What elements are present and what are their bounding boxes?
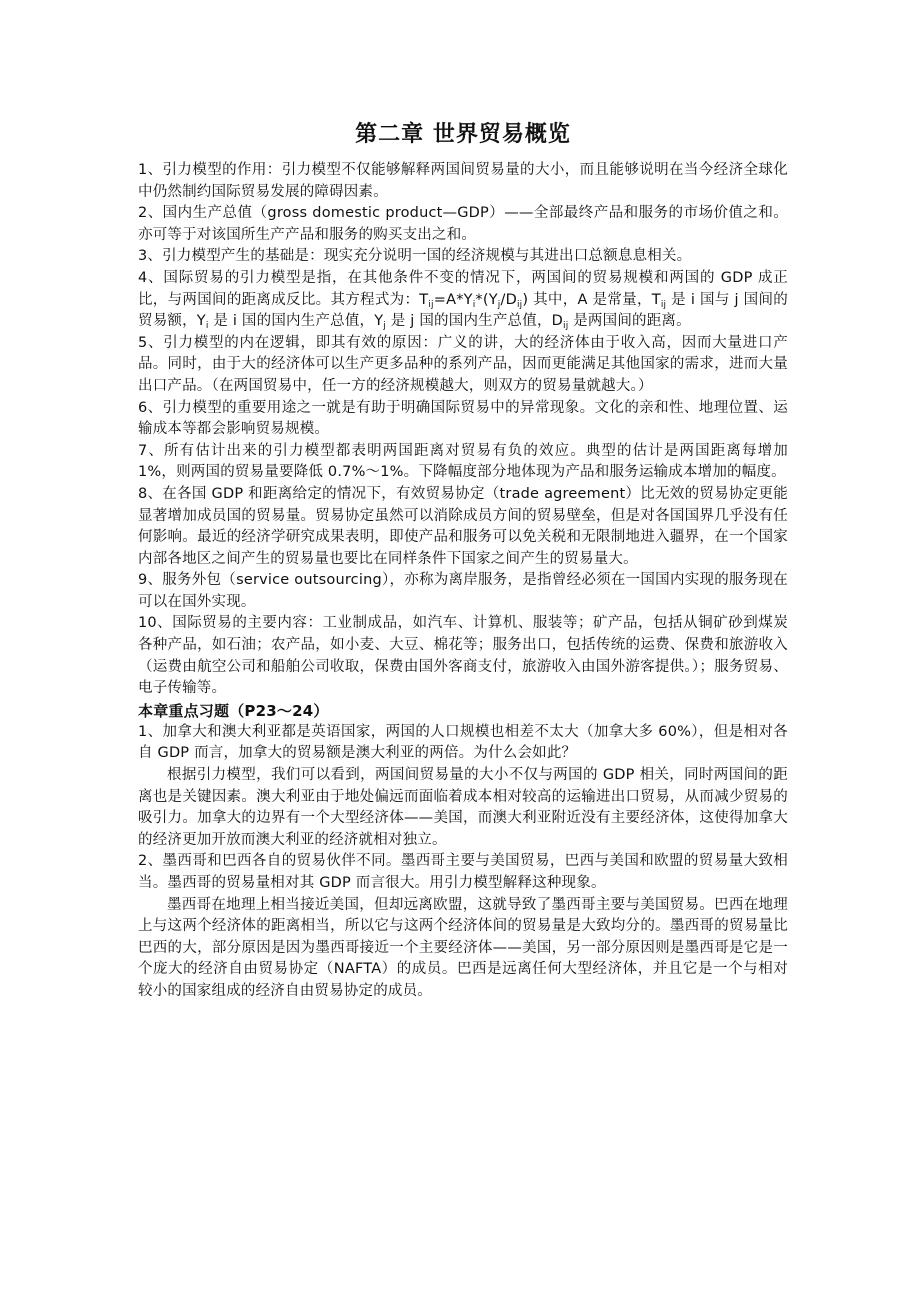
paragraph-4-text: 是 i 国的国内生产总值，Y [208,313,384,330]
subscript: j [383,321,386,332]
subscript: ij [516,299,523,310]
paragraph-8: 8、在各国 GDP 和距离给定的情况下，有效贸易协定（trade agreement）比无效的贸易协定更能显著增加成员国的贸易量。贸易协定虽然可以消除成员方间的贸易壁垒，但是对各国国界几乎没有任何影响。最近的经济学研究成果表明，即使产品和服务可以免关税和无限制地进入疆界，在一个国家内部各地区之间产生的贸易量也要比在同样条件下国家之间产生的贸易量大。 [138,485,788,567]
paragraph-3: 3、引力模型产生的基础是：现实充分说明一国的经济规模与其进出口总额息息相关。 [138,248,692,265]
subscript: ij [428,299,434,310]
subscript: i [472,299,476,310]
paragraph-4-text: 是 i 国与 j 国间的贸易额，Y [138,291,788,330]
subscript: j [497,299,501,310]
subscript: i [205,321,209,332]
document-content [138,118,788,1003]
paragraph-4-text: *(Y [475,291,498,308]
exercise-answer-1: 根据引力模型，我们可以看到，两国间贸易量的大小不仅与两国的 GDP 相关，同时两国间的距离也是关键因素。澳大利亚由于地处偏远而面临着成本相对较高的运输进出口贸易，从而减少贸易的吸引力。加拿大的边界有一个大型经济体——美国，而澳大利亚附近没有主要经济体，这使得加拿大的经济更加开放而澳大利亚的经济就相对独立。 [138,767,788,848]
paragraph-7: 7、所有估计出来的引力模型都表明两国距离对贸易有负的效应。典型的估计是两国距离每增加 1%，则两国的贸易量要降低 0.7%～1%。下降幅度部分地体现为产品和服务运输成本增加的幅度。 [138,442,788,481]
paragraph-4-text: =A*Y [433,291,473,308]
paragraph-4-text: 是两国间的距离。 [568,313,691,330]
subscript: ij [563,321,569,332]
paragraph-4-text: /D [500,291,517,308]
paragraph-6: 6、引力模型的重要用途之一就是有助于明确国际贸易中的异常现象。文化的亲和性、地理位置、运输成本等都会影响贸易规模。 [138,399,788,438]
paragraph-4-text: ) 其中，A 是常量，T [522,291,661,308]
paragraph-4-text: 4、国际贸易的引力模型是指，在其他条件不变的情况下，两国间的贸易规模和两国的 GDP 成正比，与两国间的距离成反比。其方程式为：T [138,269,788,308]
exercise-question-2: 2、墨西哥和巴西各自的贸易伙伴不同。墨西哥主要与美国贸易，巴西与美国和欧盟的贸易量大致相当。墨西哥的贸易量相对其 GDP 而言很大。用引力模型解释这种现象。 [138,853,788,891]
paragraph-9: 9、服务外包（service outsourcing），亦称为离岸服务，是指曾经必须在一国国内实现的服务现在可以在国外实现。 [138,572,788,610]
exercises-heading: 本章重点习题（P23～24） [138,701,329,720]
paragraph-4 [138,268,788,333]
paragraph-2: 2、国内生产总值（gross domestic product—GDP）——全部最终产品和服务的市场价值之和。亦可等于对该国所生产产品和服务的购买支出之和。 [138,205,788,243]
page-title: 第二章 世界贸易概览 [355,122,571,147]
paragraph-5: 5、引力模型的内在逻辑，即其有效的原因：广义的讲，大的经济体由于收入高，因而大量进口产品。同时，由于大的经济体可以生产更多品种的系列产品，因而更能满足其他国家的需求，进而大量出口产品。（在两国贸易中，任一方的经济规模越大，则双方的贸易量就越大。） [138,334,788,394]
paragraph-4-text: 是 j 国的国内生产总值，D [385,313,564,330]
paragraph-10: 10、国际贸易的主要内容：工业制成品，如汽车、计算机、服装等；矿产品，包括从铜矿砂到煤炭各种产品，如石油；农产品，如小麦、大豆、棉花等；服务出口，包括传统的运费、保费和旅游收入（运费由航空公司和船舶公司收取，保费由国外客商支付，旅游收入由国外游客提供。）；服务贸易、电子传输等。 [138,615,788,697]
subscript: ij [660,299,667,310]
paragraph-1: 1、引力模型的作用：引力模型不仅能够解释两国间贸易量的大小，而且能够说明在当今经济全球化中仍然制约国际贸易发展的障碍因素。 [138,162,788,200]
exercise-answer-2: 墨西哥在地理上相当接近美国，但却远离欧盟，这就导致了墨西哥主要与美国贸易。巴西在地理上与这两个经济体的距离相当，所以它与这两个经济体间的贸易量是大致均分的。墨西哥的贸易量比巴西的大，部分原因是因为墨西哥接近一个主要经济体——美国，另一部分原因则是墨西哥是它是一个庞大的经济自由贸易协定（NAFTA）的成员。巴西是远离任何大型经济体，并且它是一个与相对较小的国家组成的经济自由贸易协定的成员。 [138,896,788,999]
exercise-question-1: 1、加拿大和澳大利亚都是英语国家，两国的人口规模也相差不太大（加拿大多 60%），但是相对各自 GDP 而言，加拿大的贸易额是澳大利亚的两倍。为什么会如此？ [138,723,788,762]
